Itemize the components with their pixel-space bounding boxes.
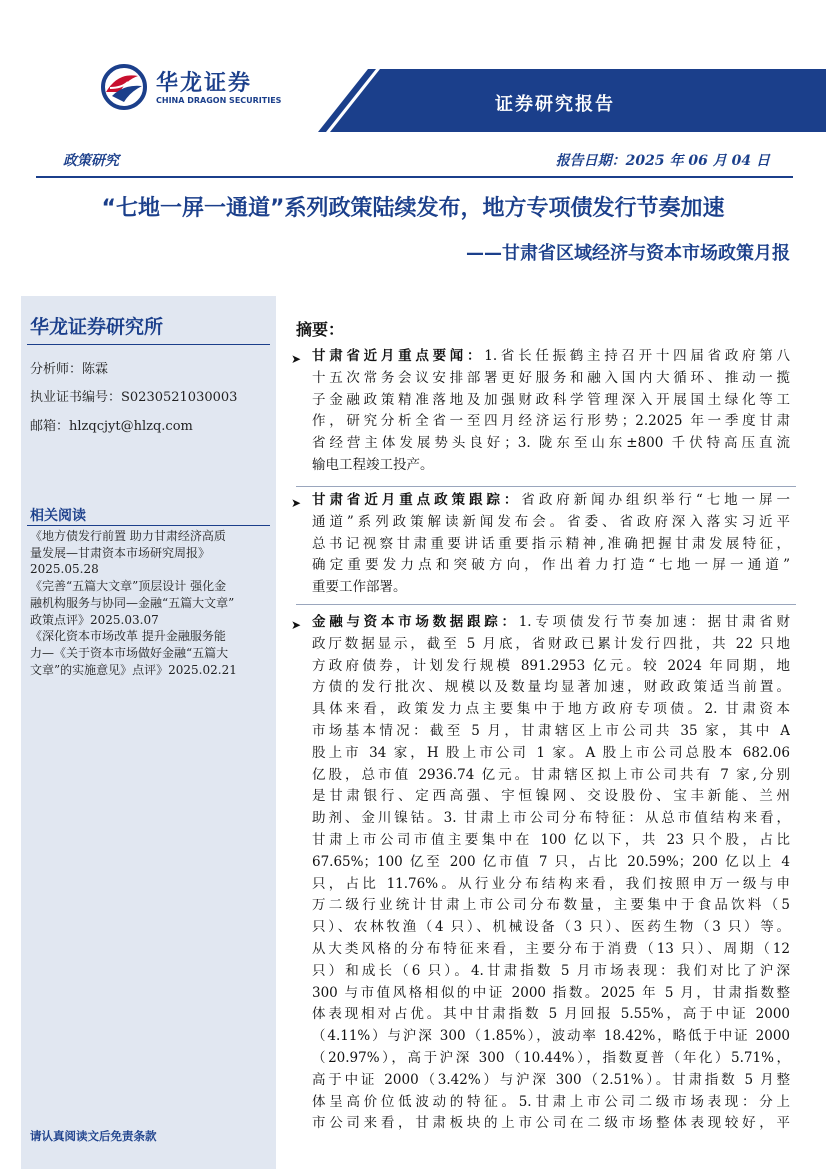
section-line: 亿股，总市值 2936.74 亿元。甘肃辖区拟上市公司共有 7 家,分别: [312, 766, 790, 783]
section-divider: [296, 486, 796, 487]
section-heading: 金融与资本市场数据跟踪：: [312, 614, 519, 630]
section-line: 方债的发行批次、规模以及数量均显著加速，财政政策适当前置。: [312, 679, 790, 696]
analyst-email[interactable]: 邮箱：hlzqcjyt@hlzq.com: [30, 419, 193, 434]
report-subtitle: ——甘肃省区域经济与资本市场政策月报: [466, 243, 790, 264]
section-line: 确定重要发力点和突破方向，作出着力打造“七地一屏一通道”: [312, 557, 790, 574]
section-line: 是甘肃银行、定西高强、宇恒镍网、交设股份、宝丰新能、兰州: [312, 788, 790, 805]
summary-section-news: [312, 346, 790, 477]
section-line: 作，研究分析全省一至四月经济运行形势；2.2025 年一季度甘肃: [312, 413, 790, 430]
section-line: （4.11%）与沪深 300（1.85%），波动率 18.42%，略低于中证 2000: [312, 1028, 790, 1045]
report-date: 报告日期：2025 年 06 月 04 日: [555, 153, 770, 169]
section-line: 体表现相对占优。其中甘肃指数 5 月回报 5.55%，高于中证 2000: [312, 1006, 790, 1023]
report-type-banner: [0, 69, 826, 132]
summary-title: 摘要：: [296, 320, 345, 339]
report-title: “七地一屏一通道”系列政策陆续发布，地方专项债发行节奏加速: [101, 196, 725, 221]
section-line: （20.97%），高于沪深 300（10.44%），指数夏普（年化）5.71%，: [312, 1049, 790, 1066]
summary-section-finance: [312, 612, 790, 1135]
section-divider: [296, 604, 796, 605]
related-line[interactable]: 《地方债发行前置 助力甘肃经济高质: [30, 529, 226, 543]
institute-divider: [27, 344, 270, 345]
related-line[interactable]: 《完善“五篇大文章”顶层设计 强化金: [30, 579, 227, 594]
related-line[interactable]: 融机构服务与协同—金融“五篇大文章”: [30, 595, 235, 610]
section-first-line: 甘肃省近月重点政策跟踪：省政府新闻办组织举行“七地一屏一: [312, 492, 790, 508]
arrow-bullet-icon: ➤: [291, 496, 302, 510]
section-line: 只，占比 11.76%。从行业分布结构来看，我们按照申万一级与申: [312, 875, 790, 892]
section-first-line: 甘肃省近月重点要闻：1.省长任振鹤主持召开十四届省政府第八: [312, 348, 790, 364]
summary-section-policy: [312, 490, 790, 599]
section-line: 方政府债券，计划发行规模 891.2953 亿元。较 2024 年同期，地: [312, 657, 790, 674]
related-reading-title: 相关阅读: [30, 508, 86, 524]
disclaimer-note: 请认真阅读文后免责条款: [30, 1129, 157, 1143]
section-line: 体呈高价位低波动的特征。5.甘肃上市公司二级市场表现：分上: [312, 1093, 790, 1110]
related-line: 2025.05.28: [30, 562, 99, 577]
section-line: 高于中证 2000（3.42%）与沪深 300（2.51%）。甘肃指数 5 月整: [312, 1071, 790, 1088]
sidebar: [21, 296, 276, 1169]
related-reading-list[interactable]: [30, 528, 270, 678]
section-line: 300 与市值风格相似的中证 2000 指数。2025 年 5 月，甘肃指数整: [312, 984, 790, 1001]
related-reading-divider: [27, 525, 270, 526]
license-number: 执业证书编号：S0230521030003: [30, 390, 238, 405]
section-line: 子金融政策精准落地及加强财政科学管理深入开展国土绿化等工: [312, 391, 790, 408]
section-line: 市场基本情况：截至 5 月，甘肃辖区上市公司共 35 家，其中 A: [312, 722, 790, 739]
section-line: 助剂、金川镍钴。3. 甘肃上市公司分布特征：从总市值结构来看，: [312, 810, 790, 827]
section-line: 总书记视察甘肃重要讲话重要指示精神,准确把握甘肃发展特征，: [312, 535, 790, 552]
section-line: 只）和成长（6 只）。4.甘肃指数 5 月市场表现：我们对比了沪深: [312, 962, 790, 979]
section-first-line: 金融与资本市场数据跟踪：1.专项债发行节奏加速：据甘肃省财: [312, 614, 790, 630]
related-line[interactable]: 力—《关于资本市场做好金融“五篇大: [30, 645, 229, 660]
institute-name: 华龙证券研究所: [30, 316, 164, 338]
related-line[interactable]: 政策点评》2025.03.07: [30, 612, 159, 627]
section-line: 十五次常务会议安排部署更好服务和融入国内大循环、推动一揽: [312, 369, 790, 386]
section-line: 市公司来看，甘肃板块的上市公司在二级市场整体表现较好，平: [312, 1115, 790, 1132]
section-line: 重要工作部署。: [312, 579, 407, 596]
section-line: 股上市 34 家，H 股上市公司 1 家。A 股上市公司总股本 682.06: [312, 744, 790, 761]
section-line: 从大类风格的分布特征来看，主要分布于消费（13 只）、周期（12: [312, 940, 790, 957]
section-line: 省经营主体发展势头良好；3. 陇东至山东±800 千伏特高压直流: [312, 435, 790, 452]
logo-english-name: CHINA DRAGON SECURITIES: [156, 96, 282, 105]
related-line[interactable]: 《深化资本市场改革 提升金融服务能: [30, 629, 226, 644]
section-heading: 甘肃省近月重点政策跟踪：: [312, 492, 522, 508]
arrow-bullet-icon: ➤: [291, 618, 302, 632]
related-line[interactable]: 量发展—甘肃资本市场研究周报》: [30, 545, 211, 560]
section-line: 具体来看，政策发力点主要集中于地方政府专项债。2. 甘肃资本: [312, 701, 790, 718]
section-line: 万二级行业统计甘肃上市公司分布数量，主要集中于食品饮料（5: [312, 897, 790, 914]
logo-chinese-name: 华龙证券: [156, 71, 253, 96]
section-line: 输电工程竣工投产。: [312, 456, 434, 473]
section-line: 通道”系列政策解读新闻发布会。省委、省政府深入落实习近平: [312, 513, 790, 530]
section-heading: 甘肃省近月重点要闻：: [312, 348, 485, 364]
report-type-label: 证券研究报告: [495, 94, 615, 115]
section-line: 67.65%；100 亿至 200 亿市值 7 只，占比 20.59%；200 亿以上 4: [312, 853, 790, 870]
analyst-name: 分析师：陈霖: [30, 362, 109, 377]
section-line: 政厅数据显示，截至 5 月底，省财政已累计发行四批，共 22 只地: [312, 635, 790, 652]
arrow-bullet-icon: ➤: [291, 352, 302, 366]
section-line: 甘肃上市公司市值主要集中在 100 亿以下，共 23 只个股，占比: [312, 831, 790, 848]
report-category: 政策研究: [63, 153, 119, 169]
section-line: 只）、农林牧渔（4 只）、机械设备（3 只）、医药生物（3 只）等。: [312, 919, 790, 936]
header-divider: [36, 176, 793, 178]
related-line[interactable]: 文章”的实施意见》点评》2025.02.21: [30, 662, 237, 677]
